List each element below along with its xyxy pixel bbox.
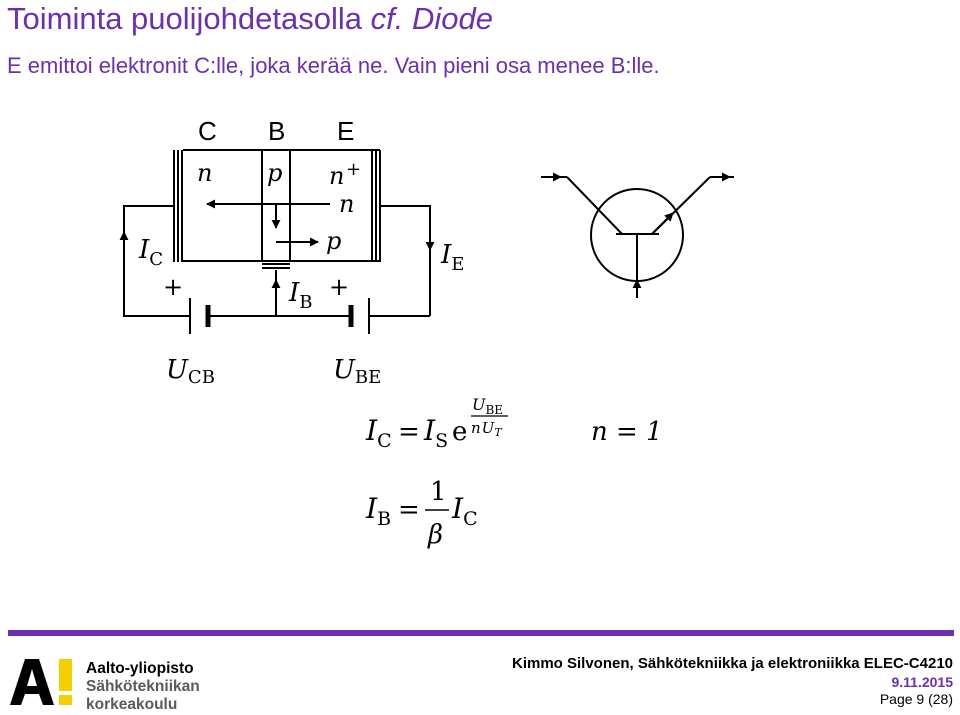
terminal-b-label: B <box>268 116 286 146</box>
region-nplus-label: n <box>329 162 345 190</box>
eq1-lhs: $I_C$ <box>366 414 392 452</box>
eq2-lhs: $I_B$ <box>366 492 392 530</box>
ucb-label: UCB <box>166 355 215 388</box>
eq2-numerator: 1 <box>430 477 447 507</box>
footer-page-number: Page 9 (28) <box>879 691 953 707</box>
eq1-numerator: $U_{BE}$ <box>472 395 504 417</box>
plus-right-label: + <box>329 273 350 301</box>
ie-label: $I_E$ <box>441 240 465 275</box>
logo-line-2: Sähkötekniikan <box>86 678 200 695</box>
title-cf: cf. Diode <box>370 1 493 36</box>
ic-label: $I_C$ <box>139 235 164 270</box>
region-p-label: p <box>267 159 283 187</box>
inner-p-label: p <box>326 227 342 255</box>
inner-n-label: n <box>339 190 355 218</box>
footer-date: 9.11.2015 <box>891 674 953 690</box>
transistor-emitter-arrow <box>652 213 673 234</box>
plus-left-label: + <box>163 273 184 301</box>
eq1-equals: = <box>398 417 420 447</box>
eq1-is: $I_S$ <box>424 414 449 452</box>
equation-ib <box>365 477 478 550</box>
ube-label: UBE <box>333 355 382 388</box>
title-main: Toiminta puolijohdetasolla <box>7 1 371 36</box>
eq1-exp: e <box>452 417 468 447</box>
aalto-logo <box>10 657 76 707</box>
terminal-e-label: E <box>337 116 355 146</box>
battery-ucb <box>190 298 208 334</box>
eq1-denominator: $nU_T$ <box>471 419 502 439</box>
region-n-label: n <box>197 159 213 187</box>
npn-transistor-symbol <box>541 177 734 294</box>
logo-wordmark <box>86 660 200 714</box>
eq2-equals: = <box>398 495 420 525</box>
eq2-denominator: β <box>428 520 444 550</box>
eq2-rhs: $I_C$ <box>452 492 478 530</box>
logo-line-3: korkeakoulu <box>86 696 178 713</box>
battery-ube <box>351 298 369 334</box>
region-nplus-sup: + <box>346 159 362 180</box>
ib-label: $I_B$ <box>289 278 313 313</box>
equation-n: n = 1 <box>591 417 663 447</box>
footer-divider <box>8 630 954 636</box>
terminal-c-label: C <box>198 116 217 146</box>
logo-line-1: Aalto-yliopisto <box>86 660 194 677</box>
equation-ic <box>365 395 508 452</box>
slide-subtitle: E emittoi elektronit C:lle, joka kerää ne. Vain pieni osa menee B:lle. <box>7 53 660 78</box>
footer-author: Kimmo Silvonen, Sähkötekniikka ja elektroniikka ELEC-C4210 <box>512 655 953 672</box>
